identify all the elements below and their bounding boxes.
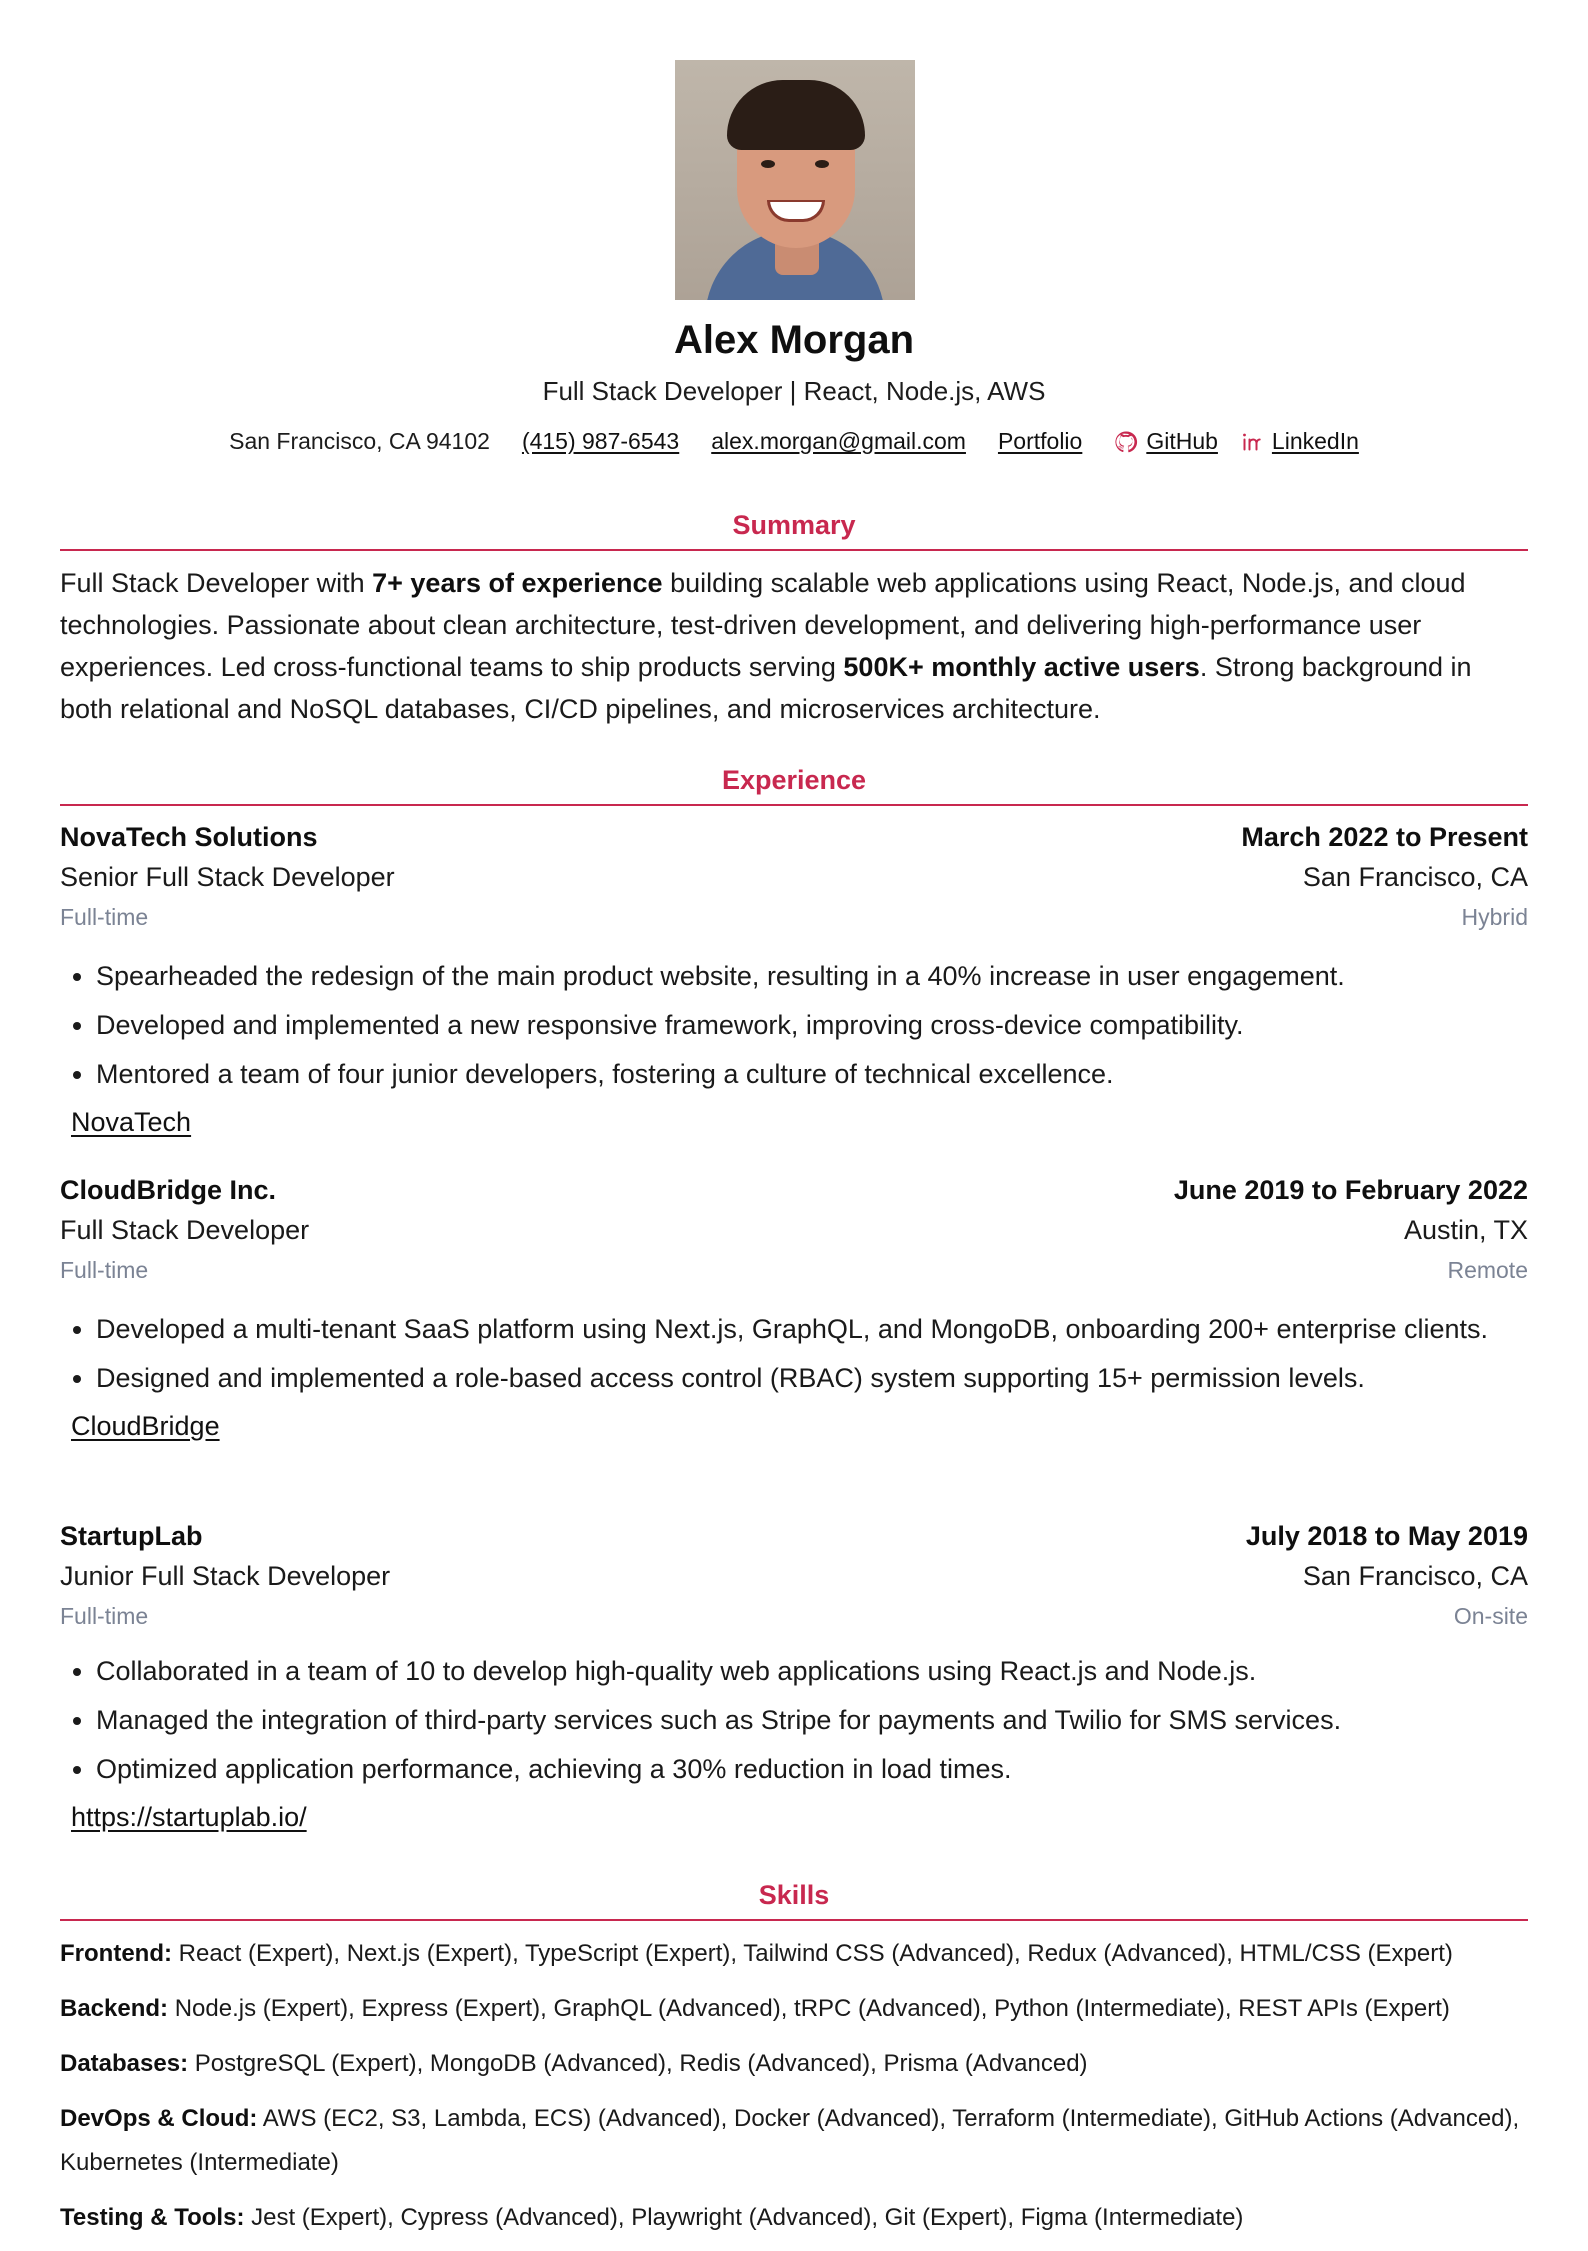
profile-photo	[675, 60, 915, 300]
job-location: San Francisco, CA	[1302, 862, 1528, 892]
skill-row-backend	[60, 1987, 1528, 2031]
candidate-name: Alex Morgan	[673, 318, 915, 362]
job-bullet: • Optimized application performance, achieving a 30% reduction in load times.	[96, 1749, 1528, 1789]
skill-items: Node.js (Expert), Express (Expert), GraphQL (Advanced), tRPC (Advanced), Python (Intermediate), REST APIs (Expert)	[168, 1995, 1450, 2022]
job-location: San Francisco, CA	[1302, 1561, 1528, 1591]
contact-bar	[0, 428, 1588, 455]
candidate-headline: Full Stack Developer | React, Node.js, AWS	[542, 376, 1046, 406]
job-entry-novatech	[60, 822, 1528, 1138]
skill-items: AWS (EC2, S3, Lambda, ECS) (Advanced), Docker (Advanced), Terraform (Intermediate), GitHub Actions (Advanced), Kubernetes (Intermediate)	[60, 2105, 1520, 2176]
job-employment-type: Full-time	[60, 1603, 149, 1629]
company-link-novatech[interactable]: NovaTech	[71, 1107, 192, 1137]
job-bullet: • Managed the integration of third-party services such as Stripe for payments and Twilio for SMS services.	[96, 1700, 1528, 1740]
job-entry-cloudbridge	[60, 1175, 1528, 1442]
job-role: Full Stack Developer	[60, 1215, 310, 1245]
job-location: Austin, TX	[1403, 1215, 1528, 1245]
job-bullets	[60, 1309, 1528, 1398]
company-link-cloudbridge[interactable]: CloudBridge	[71, 1411, 220, 1441]
skill-row-devops	[60, 2097, 1528, 2185]
job-role: Junior Full Stack Developer	[60, 1561, 391, 1591]
job-company: StartupLab	[60, 1521, 203, 1551]
job-employment-type: Full-time	[60, 1257, 149, 1283]
skill-category: Databases:	[60, 2050, 189, 2077]
contact-location: San Francisco, CA 94102	[229, 428, 490, 454]
skills-list	[60, 1932, 1528, 2251]
job-bullet: • Collaborated in a team of 10 to develop high-quality web applications using React.js and Node.js.	[96, 1651, 1528, 1691]
job-role: Senior Full Stack Developer	[60, 862, 395, 892]
company-link-startuplab[interactable]: https://startuplab.io/	[71, 1802, 307, 1832]
job-work-mode: Hybrid	[1461, 904, 1528, 930]
job-dates: June 2019 to February 2022	[1173, 1175, 1528, 1205]
summary-part-2: building scalable web applications using React, Node.js, and cloud technologies. Passionate about clean architecture, test-driven development, and delivering high-performance user experiences. Led cross-functional teams to ship products serving	[60, 568, 1466, 682]
skill-category: DevOps & Cloud:	[60, 2105, 258, 2132]
contact-email-link[interactable]: alex.morgan@gmail.com	[711, 428, 966, 454]
job-bullet: • Developed a multi-tenant SaaS platform using Next.js, GraphQL, and MongoDB, onboarding 200+ enterprise clients.	[96, 1309, 1528, 1349]
summary-heading: Summary	[60, 510, 1528, 551]
job-dates: July 2018 to May 2019	[1245, 1521, 1528, 1551]
contact-phone-link[interactable]: (415) 987-6543	[521, 428, 680, 454]
job-work-mode: On-site	[1453, 1603, 1528, 1629]
linkedin-icon	[1240, 430, 1264, 454]
job-company: NovaTech Solutions	[60, 822, 318, 852]
job-work-mode: Remote	[1447, 1257, 1528, 1283]
github-link[interactable]: GitHub	[1146, 428, 1218, 454]
linkedin-link[interactable]: LinkedIn	[1271, 428, 1359, 454]
job-bullet: • Developed and implemented a new responsive framework, improving cross-device compatibility.	[96, 1005, 1528, 1045]
job-bullet: • Spearheaded the redesign of the main product website, resulting in a 40% increase in user engagement.	[96, 956, 1528, 996]
job-bullets	[60, 956, 1528, 1094]
job-employment-type: Full-time	[60, 904, 149, 930]
job-bullets	[60, 1651, 1528, 1789]
github-contact[interactable]	[1114, 428, 1218, 455]
summary-text	[60, 562, 1528, 730]
skill-category: Backend:	[60, 1995, 169, 2022]
skill-category: Testing & Tools:	[60, 2204, 245, 2231]
skill-items: Jest (Expert), Cypress (Advanced), Playwright (Advanced), Git (Expert), Figma (Intermediate)	[244, 2204, 1244, 2231]
job-bullet: • Designed and implemented a role-based access control (RBAC) system supporting 15+ permission levels.	[96, 1358, 1528, 1398]
skills-heading: Skills	[60, 1880, 1528, 1921]
job-bullet: • Mentored a team of four junior developers, fostering a culture of technical excellence.	[96, 1054, 1528, 1094]
job-company: CloudBridge Inc.	[60, 1175, 276, 1205]
summary-part-3: . Strong background in both relational and NoSQL databases, CI/CD pipelines, and microservices architecture.	[60, 652, 1472, 724]
job-dates: March 2022 to Present	[1241, 822, 1528, 852]
photo-hair	[727, 80, 865, 150]
skill-items: PostgreSQL (Expert), MongoDB (Advanced), Redis (Advanced), Prisma (Advanced)	[188, 2050, 1088, 2077]
photo-eye-left	[761, 160, 775, 168]
photo-eye-right	[815, 160, 829, 168]
skill-category: Frontend:	[60, 1940, 172, 1967]
linkedin-contact[interactable]	[1240, 428, 1359, 455]
skill-row-frontend	[60, 1932, 1528, 1976]
skill-row-testing	[60, 2196, 1528, 2240]
skill-row-databases	[60, 2042, 1528, 2086]
summary-part-1: Full Stack Developer with	[60, 568, 373, 598]
summary-highlight-experience: 7+ years of experience	[372, 568, 663, 598]
experience-heading: Experience	[60, 765, 1528, 806]
summary-highlight-users: 500K+ monthly active users	[843, 652, 1200, 682]
skill-items: React (Expert), Next.js (Expert), TypeScript (Expert), Tailwind CSS (Advanced), Redux (Advanced), HTML/CSS (Expert)	[171, 1940, 1453, 1967]
github-icon	[1114, 430, 1138, 454]
portfolio-link[interactable]: Portfolio	[997, 428, 1083, 454]
job-entry-startuplab	[60, 1521, 1528, 1833]
